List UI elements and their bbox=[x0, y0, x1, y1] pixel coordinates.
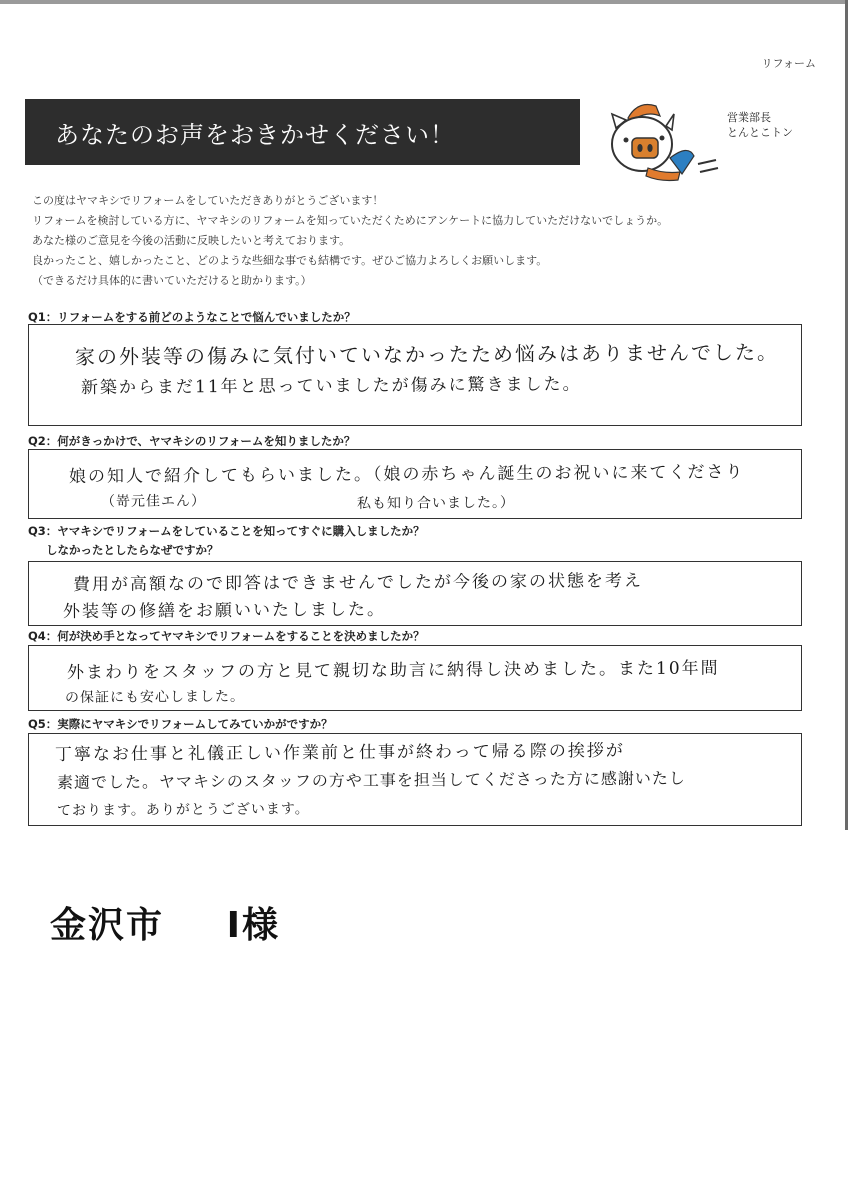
intro-line: この度はヤマキシでリフォームをしていただきありがとうございます！ bbox=[32, 194, 384, 207]
question-1: Q1：リフォームをする前どのようなことで悩んでいましたか？ bbox=[28, 310, 356, 324]
question-3-sub: しなかったとしたらなぜですか？ bbox=[46, 543, 219, 557]
intro-line: 良かったこと、嬉しかったこと、どのような些細な事でも結構です。ぜひご協力よろしくお願いします。 bbox=[32, 254, 548, 267]
category-label: リフォーム bbox=[761, 57, 816, 70]
intro-line: あなた様のご意見を今後の活動に反映したいと考えております。 bbox=[32, 234, 351, 247]
answer-3-line-2: 外装等の修繕をお願いいたしました。 bbox=[62, 599, 387, 622]
answer-3-line-1: 費用が高額なので即答はできませんでしたが今後の家の状態を考え bbox=[72, 571, 644, 595]
banner-title: あなたのお声をおきかせください！ bbox=[25, 99, 580, 165]
answer-1-line-1: 家の外装等の傷みに気付いていなかったため悩みはありませんでした。 bbox=[74, 340, 780, 369]
answer-1-line-2: 新築からまだ11年と思っていましたが傷みに驚きました。 bbox=[80, 374, 582, 398]
question-5: Q5：実際にヤマキシでリフォームしてみていかがですか？ bbox=[28, 717, 333, 731]
answer-box-3 bbox=[28, 561, 802, 626]
answer-5-line-1: 丁寧なお仕事と礼儀正しい作業前と仕事が終わって帰る際の挨拶が bbox=[54, 741, 625, 765]
answer-box-5 bbox=[28, 733, 802, 826]
pig-mascot-with-helmet-icon bbox=[604, 100, 724, 190]
mascot-caption bbox=[727, 110, 793, 140]
intro-text bbox=[32, 191, 668, 291]
scan-edge-top bbox=[0, 0, 848, 4]
customer-city: 金沢市 bbox=[50, 905, 165, 946]
answer-5-line-2: 素適でした。ヤマキシのスタッフの方や工事を担当してくださった方に感謝いたし bbox=[56, 768, 686, 792]
answer-box-1 bbox=[28, 324, 802, 426]
answer-2-line-1: 娘の知人で紹介してもらいました。（娘の赤ちゃん誕生のお祝いに来てくださり bbox=[68, 462, 745, 487]
question-2: Q2：何がきっかけで、ヤマキシのリフォームを知りましたか？ bbox=[28, 434, 356, 448]
answer-2-line-3: 私も知り合いました。） bbox=[356, 494, 516, 512]
intro-line: （できるだけ具体的に書いていただけると助かります。） bbox=[32, 274, 312, 287]
question-4: Q4：何が決め手となってヤマキシでリフォームをすることを決めましたか？ bbox=[28, 629, 425, 643]
customer-name: I様 bbox=[226, 905, 280, 946]
answer-box-4 bbox=[28, 645, 802, 711]
answer-4-line-1: 外まわりをスタッフの方と見て親切な助言に納得し決めました。また10年間 bbox=[66, 658, 720, 683]
answer-2-line-2: （嵜元佳エん） bbox=[100, 493, 207, 510]
answer-4-line-2: の保証にも安心しました。 bbox=[64, 688, 246, 706]
answer-box-2 bbox=[28, 449, 802, 519]
customer-signature bbox=[50, 897, 280, 948]
intro-line: リフォームを検討している方に、ヤマキシのリフォームを知っていただくためにアンケートに協力していただけないでしょうか。 bbox=[32, 214, 669, 227]
question-3: Q3：ヤマキシでリフォームをしていることを知ってすぐに購入しましたか？ bbox=[28, 524, 425, 538]
answer-5-line-3: ております。ありがとうございます。 bbox=[56, 801, 310, 819]
mascot-name: とんとこトン bbox=[727, 126, 793, 139]
mascot-title: 営業部長 bbox=[727, 111, 771, 124]
